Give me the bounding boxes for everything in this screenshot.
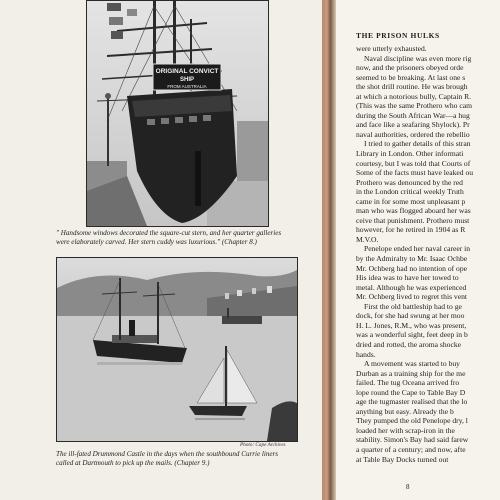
body-line: at which a notorious bully, Captain R. [356, 91, 472, 101]
harbour-illustration [57, 258, 297, 441]
sign-line-3: FROM AUSTRALIA [167, 84, 207, 89]
body-line: I tried to gather details of this stran [364, 139, 471, 149]
body-line: loaded her with scrap-iron in the [356, 425, 455, 435]
convict-ship-photo [86, 0, 269, 227]
body-line: were utterly exhausted. [356, 44, 427, 53]
body-line: dried and rotted, the aroma shocke [356, 339, 462, 349]
body-line: Penelope ended her naval career in [364, 244, 471, 254]
caption-bottom: The ill-fated Drummond Castle in the days when the southbound Currie liners called at Dartmouth to pick up the mails. (Chapter 9.) [56, 450, 279, 467]
body-line: came in for some most unpleasant p [356, 196, 466, 206]
body-line: in the London critical weekly Truth [356, 187, 464, 197]
body-line: Durban as a training ship for the me [356, 368, 466, 378]
body-text [356, 44, 500, 464]
photo-credit: Photo: Cape Archives [240, 442, 286, 448]
body-line: at Table Bay Docks turned out [356, 454, 449, 464]
body-line: stability. Simon's Bay had said farew [356, 435, 469, 445]
book-gutter [322, 0, 336, 500]
body-line: and face like a seafaring Shylock). Pr [356, 120, 470, 130]
body-line: H. L. Jones, R.M., who was present, [356, 320, 467, 330]
body-line: ceive that punishment. Prothero must [356, 215, 470, 225]
caption-top: " Handsome windows decorated the square-cut stern, and her quarter galleries were elaborately carved. Her stern cuddy was luxurious." (Chapter 8.) [56, 229, 282, 246]
body-line: however, for he retired in 1904 as R [356, 225, 466, 235]
body-line: man who was flogged aboard her was [356, 206, 471, 216]
running-head: THE PRISON HULKS [356, 31, 440, 40]
body-line: lope round the Cape to Table Bay D [356, 387, 466, 397]
body-line: by the Admiralty to Mr. Isaac Ochbe [356, 254, 468, 264]
body-line: was a wonderful sight, feet deep in b [356, 330, 468, 340]
body-line: Naval discipline was even more rig [364, 53, 472, 63]
body-line: M.V.O. [356, 234, 379, 244]
body-line: dock, for she had swung at her moo [356, 311, 465, 321]
sign-line-2: SHIP [179, 77, 195, 83]
body-line: Library in London. Other informati [356, 149, 464, 159]
body-line: a quarter of a century; and now, afte [356, 444, 466, 454]
body-line: (This was the same Prothero who cam [356, 101, 472, 111]
body-line: during the South African War—a hug [356, 110, 470, 120]
body-line: failed. The tug Oceana arrived fro [356, 378, 460, 388]
right-page [336, 0, 500, 500]
body-line: anything but easy. Already the b [356, 406, 454, 416]
body-line: Mr. Ochberg had no intention of ope [356, 263, 468, 273]
body-line: Prothero was denounced by the red [356, 177, 463, 187]
body-line: A movement was started to buy [364, 359, 460, 369]
body-line: the shot drill routine. He was brough [356, 82, 468, 92]
sign-line-1: ORIGINAL CONVICT [155, 68, 219, 75]
body-line: They pumped the old Penelope dry, l [356, 416, 468, 426]
body-line: hands. [356, 349, 376, 359]
page-number: 8 [406, 483, 410, 491]
body-line: naval authorities, ordered the rebellio [356, 129, 470, 139]
body-line: age the tugmaster realised that the lo [356, 397, 468, 407]
body-line: metal. Although he was experienced [356, 282, 467, 292]
body-line: seemed to be breaking. At last one s [356, 72, 466, 82]
body-line: now, and the prisoners obeyed orde [356, 63, 464, 73]
body-line: Some of the facts must have leaked ou [356, 168, 474, 178]
body-line: First the old battleship had to ge [364, 301, 462, 311]
drummond-castle-photo [56, 257, 298, 442]
body-line: courtesy, but I was told that Courts of [356, 158, 471, 168]
convict-ship-illustration [87, 1, 268, 226]
body-line: His idea was to have her towed to [356, 273, 459, 283]
body-line: Mr. Ochberg lived to regret this vent [356, 292, 467, 302]
